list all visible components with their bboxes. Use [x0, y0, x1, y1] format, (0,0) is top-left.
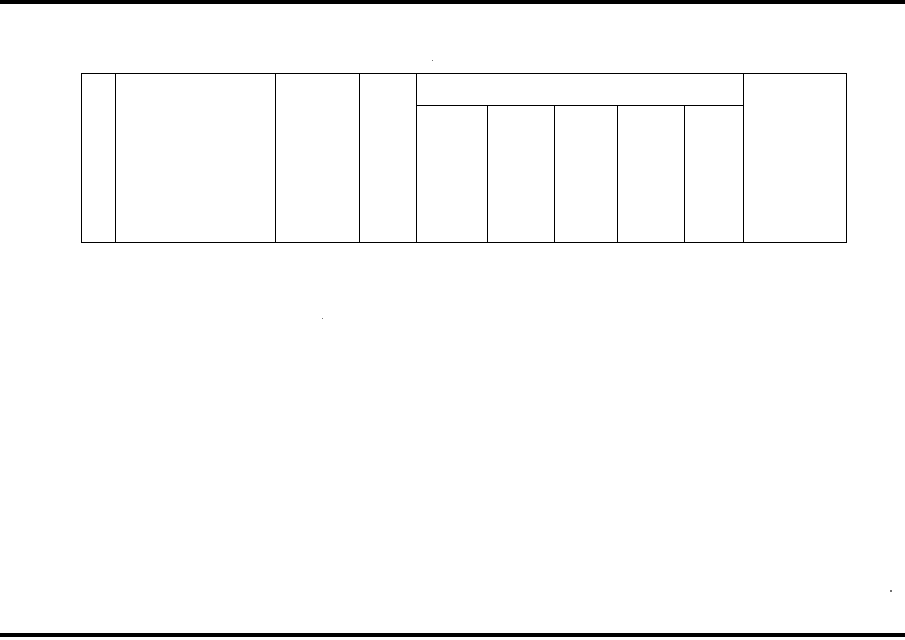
top-border-rule	[0, 0, 905, 4]
bottom-border-rule	[0, 633, 905, 637]
scan-speck	[432, 60, 433, 61]
scan-speck	[322, 318, 323, 319]
scan-speck	[890, 590, 892, 592]
